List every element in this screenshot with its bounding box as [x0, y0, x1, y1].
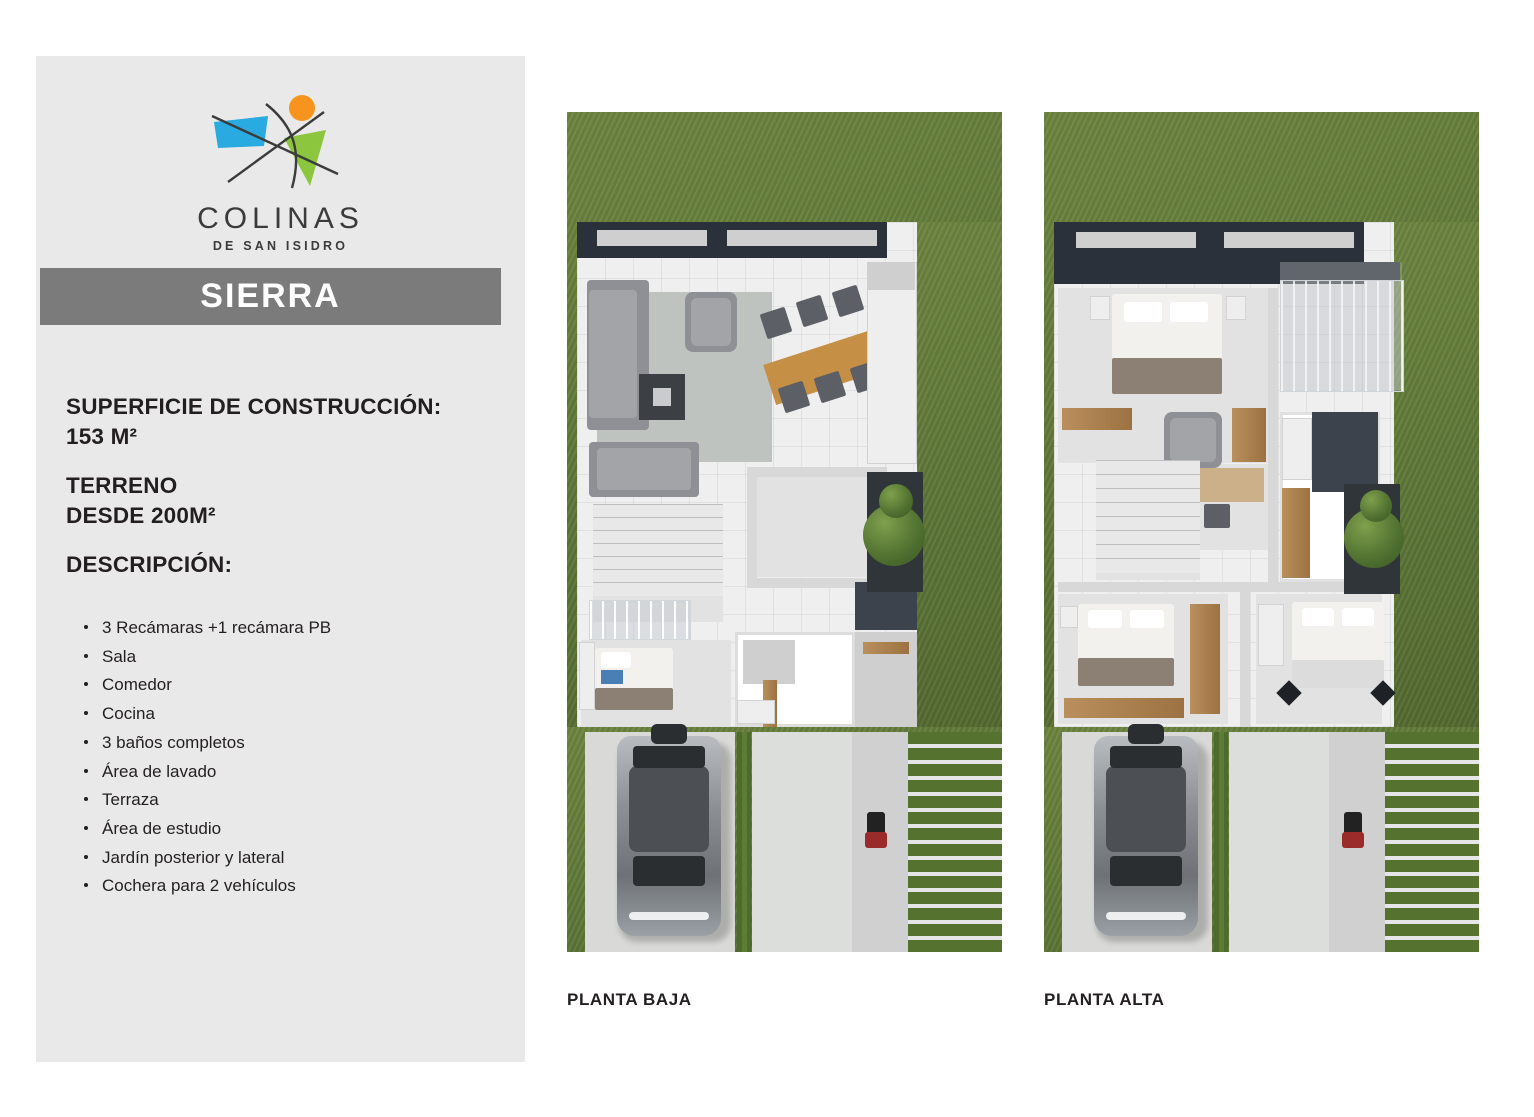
list-item: Cochera para 2 vehículos	[80, 872, 500, 901]
brand-tagline: DE SAN ISIDRO	[212, 239, 349, 253]
list-item: Área de lavado	[80, 758, 500, 787]
land-area-group	[66, 471, 496, 530]
description-group	[66, 550, 496, 580]
model-title-bar	[40, 268, 501, 325]
upper-floor-render	[1044, 112, 1479, 952]
list-item: Sala	[80, 643, 500, 672]
description-label: DESCRIPCIÓN:	[66, 552, 233, 577]
list-item: Comedor	[80, 671, 500, 700]
construction-area-group	[66, 392, 496, 451]
brand-logo	[36, 86, 525, 253]
upper-floor-caption: PLANTA ALTA	[1044, 990, 1165, 1009]
construction-area-label: SUPERFICIE DE CONSTRUCCIÓN:	[66, 394, 442, 419]
info-panel	[36, 56, 525, 1062]
brand-name: COLINAS	[197, 202, 364, 235]
land-area-value: DESDE 200M²	[66, 502, 216, 528]
list-item: Terraza	[80, 786, 500, 815]
features-list	[80, 614, 500, 901]
upper-floor-plan	[1044, 112, 1479, 1010]
list-item: 3 baños completos	[80, 729, 500, 758]
ground-floor-plan	[567, 112, 1002, 1010]
list-item: Área de estudio	[80, 815, 500, 844]
ground-floor-caption: PLANTA BAJA	[567, 990, 692, 1009]
ground-floor-render	[567, 112, 1002, 952]
construction-area-value: 153 M²	[66, 423, 138, 449]
list-item: Cocina	[80, 700, 500, 729]
logo-mark-icon	[206, 86, 356, 196]
page-title: SIERRA	[200, 277, 341, 315]
list-item: 3 Recámaras +1 recámara PB	[80, 614, 500, 643]
list-item: Jardín posterior y lateral	[80, 844, 500, 873]
land-area-label: TERRENO	[66, 473, 178, 498]
